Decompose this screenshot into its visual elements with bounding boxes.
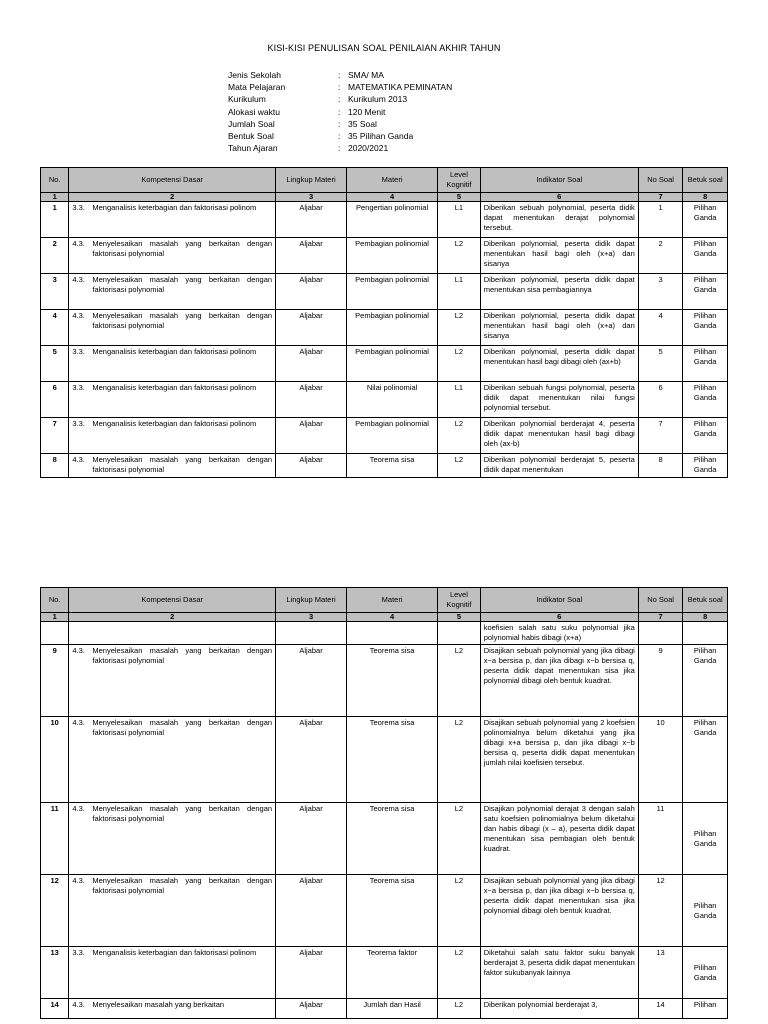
indikator-soal: koefisien salah satu suku polynomial jika polynomial habis dibagi (x+a) xyxy=(480,622,638,645)
indikator-soal: Diberikan polynomial, peserta didik dapat menentukan hasil bagi oleh (x+a) dan sisanya xyxy=(480,238,638,274)
materi: Pembagian polinomial xyxy=(346,238,437,274)
lingkup-materi: Aljabar xyxy=(276,999,347,1019)
bentuk-soal: Pilihan Ganda xyxy=(683,346,728,382)
bentuk-soal: Pilihan Ganda xyxy=(683,875,728,947)
bentuk-soal: Pilihan Ganda xyxy=(683,803,728,875)
column-header: Level Kognitif xyxy=(438,588,481,613)
lingkup-materi: Aljabar xyxy=(276,875,347,947)
column-number: 5 xyxy=(438,613,481,622)
lingkup-materi: Aljabar xyxy=(276,202,347,238)
kompetensi-dasar xyxy=(69,274,276,310)
kompetensi-dasar xyxy=(69,645,276,717)
indikator-soal: Disajikan sebuah polynomial yang jika dibagi x−a bersisa p, dan jika dibagi x−b bersisa q, peserta didik dapat menentukan sisa jika polynomial dibagi oleh bentuk kuadrat. xyxy=(480,645,638,717)
info-key: Mata Pelajaran xyxy=(228,82,286,93)
info-row xyxy=(228,118,452,130)
level-kognitif: L2 xyxy=(438,346,481,382)
info-key: Jumlah Soal xyxy=(228,118,275,129)
nomor-soal: 3 xyxy=(638,274,683,310)
table-row xyxy=(41,875,728,947)
row-number: 10 xyxy=(41,717,69,803)
table-row xyxy=(41,717,728,803)
column-number: 5 xyxy=(438,193,481,202)
kd-text: Menyelesaikan masalah yang berkaitan dengan faktorisasi polynomial xyxy=(92,311,273,330)
row-number: 6 xyxy=(41,382,69,418)
nomor-soal: 9 xyxy=(638,645,683,717)
nomor-soal: 10 xyxy=(638,717,683,803)
kd-text: Menganalisis keterbagian dan faktorisasi polinom xyxy=(92,948,257,957)
bentuk-soal xyxy=(683,622,728,645)
kompetensi-dasar xyxy=(69,875,276,947)
materi: Teorema sisa xyxy=(346,645,437,717)
nomor-soal: 1 xyxy=(638,202,683,238)
column-header: Lingkup Materi xyxy=(276,168,347,193)
level-kognitif: L2 xyxy=(438,645,481,717)
column-header: Kompetensi Dasar xyxy=(69,588,276,613)
indikator-soal: Diberikan polynomial berderajat 3, xyxy=(480,999,638,1019)
bentuk-soal: Pilihan Ganda xyxy=(683,202,728,238)
column-number: 2 xyxy=(69,193,276,202)
bentuk-soal: Pilihan xyxy=(683,999,728,1019)
column-header: No Soal xyxy=(638,588,683,613)
row-number xyxy=(41,622,69,645)
nomor-soal: 13 xyxy=(638,947,683,999)
row-number: 14 xyxy=(41,999,69,1019)
lingkup-materi: Aljabar xyxy=(276,947,347,999)
indikator-soal: Diberikan polynomial, peserta didik dapat menentukan hasil bagi oleh (x+a) dan sisanya xyxy=(480,310,638,346)
column-header: Betuk soal xyxy=(683,588,728,613)
column-number: 1 xyxy=(41,613,69,622)
kd-text: Menganalisis keterbagian dan faktorisasi polinom xyxy=(92,419,257,428)
lingkup-materi: Aljabar xyxy=(276,238,347,274)
kompetensi-dasar xyxy=(69,346,276,382)
indikator-soal: Disajikan sebuah polynomial yang jika dibagi x−a bersisa p, dan jika dibagi x−b bersisa q, peserta didik dapat menentukan sisa jika polynomial dibagi oleh bentuk kuadrat. xyxy=(480,875,638,947)
kd-code: 4.3. xyxy=(72,455,85,464)
bentuk-soal: Pilihan Ganda xyxy=(683,238,728,274)
info-value: 120 Menit xyxy=(348,106,386,117)
info-row xyxy=(228,106,452,118)
lingkup-materi: Aljabar xyxy=(276,382,347,418)
column-number: 7 xyxy=(638,193,683,202)
indikator-soal: Diberikan polynomial berderajat 4, peserta didik dapat menentukan hasil bagi dibagi oleh (ax-b) xyxy=(480,418,638,454)
info-row xyxy=(228,69,452,81)
info-colon: : xyxy=(338,70,341,80)
materi: Teorema sisa xyxy=(346,803,437,875)
kompetensi-dasar xyxy=(69,238,276,274)
info-colon: : xyxy=(338,94,341,105)
indikator-soal: Disajikan sebuah polynomial yang 2 koefsien polinomialnya belum diketahui yang jika dibagi x+a bersisa p, dan jika dibagi x−b bersisa q, peserta didik dapat menentukan jumlah nilai koefisien tersebut. xyxy=(480,717,638,803)
info-row xyxy=(228,130,452,142)
nomor-soal: 7 xyxy=(638,418,683,454)
kd-code: 3.3. xyxy=(72,347,85,356)
level-kognitif: L2 xyxy=(438,310,481,346)
kd-code: 3.3. xyxy=(72,203,85,212)
level-kognitif xyxy=(438,622,481,645)
nomor-soal: 6 xyxy=(638,382,683,418)
table-row xyxy=(41,947,728,999)
column-number: 6 xyxy=(480,613,638,622)
table-row xyxy=(41,202,728,238)
kompetensi-dasar xyxy=(69,310,276,346)
level-kognitif: L2 xyxy=(438,947,481,999)
table-row xyxy=(41,622,728,645)
materi: Teorema sisa xyxy=(346,875,437,947)
column-number: 2 xyxy=(69,613,276,622)
bentuk-soal: Pilihan Ganda xyxy=(683,382,728,418)
row-number: 2 xyxy=(41,238,69,274)
info-key: Alokasi waktu xyxy=(228,106,280,117)
kd-code: 4.3. xyxy=(72,718,85,727)
level-kognitif: L2 xyxy=(438,418,481,454)
nomor-soal: 4 xyxy=(638,310,683,346)
row-number: 11 xyxy=(41,803,69,875)
lingkup-materi: Aljabar xyxy=(276,274,347,310)
table-row xyxy=(41,238,728,274)
kompetensi-dasar xyxy=(69,418,276,454)
info-value: MATEMATIKA PEMINATAN xyxy=(348,82,453,93)
row-number: 7 xyxy=(41,418,69,454)
lingkup-materi: Aljabar xyxy=(276,418,347,454)
indikator-soal: Diberikan polynomial, peserta didik dapat menentukan hasil bagi dibagi oleh (ax+b) xyxy=(480,346,638,382)
lingkup-materi: Aljabar xyxy=(276,717,347,803)
kd-code: 4.3. xyxy=(72,804,85,813)
column-header: No Soal xyxy=(638,168,683,193)
column-header: No. xyxy=(41,168,69,193)
kompetensi-dasar xyxy=(69,947,276,999)
kompetensi-dasar xyxy=(69,999,276,1019)
row-number: 13 xyxy=(41,947,69,999)
info-value: Kurikulum 2013 xyxy=(348,94,408,105)
level-kognitif: L2 xyxy=(438,454,481,478)
kd-text: Menyelesaikan masalah yang berkaitan dengan faktorisasi polynomial xyxy=(92,455,273,474)
level-kognitif: L1 xyxy=(438,382,481,418)
table-row xyxy=(41,382,728,418)
kisi-kisi-table-page-2 xyxy=(40,587,728,1019)
row-number: 5 xyxy=(41,346,69,382)
kd-text: Menganalisis keterbagian dan faktorisasi polinom xyxy=(92,383,257,392)
bentuk-soal: Pilihan Ganda xyxy=(683,645,728,717)
kd-code: 4.3. xyxy=(72,275,85,284)
column-header: Kompetensi Dasar xyxy=(69,168,276,193)
kd-code: 4.3. xyxy=(72,311,85,320)
kompetensi-dasar xyxy=(69,803,276,875)
info-value: SMA/ MA xyxy=(348,70,384,80)
column-header: Betuk soal xyxy=(683,168,728,193)
nomor-soal: 2 xyxy=(638,238,683,274)
nomor-soal: 11 xyxy=(638,803,683,875)
column-number: 3 xyxy=(276,613,347,622)
kompetensi-dasar xyxy=(69,622,276,645)
bentuk-soal: Pilihan Ganda xyxy=(683,310,728,346)
level-kognitif: L1 xyxy=(438,274,481,310)
kd-code: 3.3. xyxy=(72,383,85,392)
info-colon: : xyxy=(338,143,341,154)
table-row xyxy=(41,346,728,382)
column-header: Materi xyxy=(346,168,437,193)
bentuk-soal: Pilihan Ganda xyxy=(683,717,728,803)
level-kognitif: L2 xyxy=(438,238,481,274)
column-number: 8 xyxy=(683,613,728,622)
info-row xyxy=(228,81,452,93)
column-header: Indikator Soal xyxy=(480,588,638,613)
kd-text: Menganalisis keterbagian dan faktorisasi polinom xyxy=(92,203,257,212)
level-kognitif: L2 xyxy=(438,717,481,803)
materi: Teorema sisa xyxy=(346,454,437,478)
bentuk-soal: Pilihan Ganda xyxy=(683,418,728,454)
kompetensi-dasar xyxy=(69,454,276,478)
materi: Pengertian polinomial xyxy=(346,202,437,238)
info-colon: : xyxy=(338,106,341,117)
lingkup-materi xyxy=(276,622,347,645)
materi: Pembagian polinomial xyxy=(346,310,437,346)
indikator-soal: Diketahui salah satu faktor suku banyak berderajat 3, peserta didik dapat menentukan faktor sukubanyak lainnya xyxy=(480,947,638,999)
kd-text: Menganalisis keterbagian dan faktorisasi polinom xyxy=(92,347,257,356)
materi: Nilai polinomial xyxy=(346,382,437,418)
materi: Jumlah dan Hasil xyxy=(346,999,437,1019)
level-kognitif: L1 xyxy=(438,202,481,238)
nomor-soal: 5 xyxy=(638,346,683,382)
bentuk-soal: Pilihan Ganda xyxy=(683,274,728,310)
column-header: Level Kognitif xyxy=(438,168,481,193)
indikator-soal: Diberikan sebuah fungsi polynomial, peserta didik dapat menentukan nilai fungsi polynomial tersebut. xyxy=(480,382,638,418)
nomor-soal: 14 xyxy=(638,999,683,1019)
kd-text: Menyelesaikan masalah yang berkaitan dengan faktorisasi polynomial xyxy=(92,718,273,737)
kompetensi-dasar xyxy=(69,717,276,803)
column-number: 6 xyxy=(480,193,638,202)
kd-text: Menyelesaikan masalah yang berkaitan xyxy=(92,1000,225,1009)
info-colon: : xyxy=(338,118,341,129)
nomor-soal xyxy=(638,622,683,645)
kompetensi-dasar xyxy=(69,202,276,238)
lingkup-materi: Aljabar xyxy=(276,310,347,346)
row-number: 1 xyxy=(41,202,69,238)
column-number: 8 xyxy=(683,193,728,202)
bentuk-soal: Pilihan Ganda xyxy=(683,454,728,478)
column-number: 4 xyxy=(346,613,437,622)
info-key: Bentuk Soal xyxy=(228,131,274,142)
info-value: 35 Pilihan Ganda xyxy=(348,131,414,142)
indikator-soal: Diberikan polynomial, peserta didik dapat menentukan sisa pembagiannya xyxy=(480,274,638,310)
kd-text: Menyelesaikan masalah yang berkaitan dengan faktorisasi polynomial xyxy=(92,876,273,895)
kd-code: 3.3. xyxy=(72,419,85,428)
materi: Pembagian polinomial xyxy=(346,418,437,454)
row-number: 8 xyxy=(41,454,69,478)
column-number: 7 xyxy=(638,613,683,622)
document-title: KISI-KISI PENULISAN SOAL PENILAIAN AKHIR TAHUN xyxy=(267,43,501,53)
bentuk-soal: Pilihan Ganda xyxy=(683,947,728,999)
lingkup-materi: Aljabar xyxy=(276,454,347,478)
column-number: 1 xyxy=(41,193,69,202)
kd-text: Menyelesaikan masalah yang berkaitan dengan faktorisasi polynomial xyxy=(92,646,273,665)
info-key: Tahun Ajaran xyxy=(228,143,278,154)
indikator-soal: Diberikan sebuah polynomial, peserta didik dapat menentukan derajat polynomial tersebut. xyxy=(480,202,638,238)
column-header: Indikator Soal xyxy=(480,168,638,193)
column-number: 3 xyxy=(276,193,347,202)
lingkup-materi: Aljabar xyxy=(276,803,347,875)
row-number: 9 xyxy=(41,645,69,717)
info-colon: : xyxy=(338,131,341,142)
table-row xyxy=(41,999,728,1019)
nomor-soal: 8 xyxy=(638,454,683,478)
row-number: 4 xyxy=(41,310,69,346)
column-number: 4 xyxy=(346,193,437,202)
table-row xyxy=(41,310,728,346)
kd-code: 3.3. xyxy=(72,948,85,957)
lingkup-materi: Aljabar xyxy=(276,346,347,382)
kd-code: 4.3. xyxy=(72,646,85,655)
document-info xyxy=(228,69,452,154)
info-row xyxy=(228,93,452,105)
table-row xyxy=(41,454,728,478)
kompetensi-dasar xyxy=(69,382,276,418)
info-colon: : xyxy=(338,82,341,93)
info-value: 2020/2021 xyxy=(348,143,389,154)
column-header: Materi xyxy=(346,588,437,613)
info-key: Kurikulum xyxy=(228,94,266,105)
lingkup-materi: Aljabar xyxy=(276,645,347,717)
materi: Pembagian polinomial xyxy=(346,346,437,382)
kd-code: 4.3. xyxy=(72,876,85,885)
materi: Pembagian polinomial xyxy=(346,274,437,310)
level-kognitif: L2 xyxy=(438,999,481,1019)
materi xyxy=(346,622,437,645)
info-row xyxy=(228,142,452,154)
kisi-kisi-table-page-1 xyxy=(40,167,728,478)
table-row xyxy=(41,274,728,310)
column-header: No. xyxy=(41,588,69,613)
table-row xyxy=(41,645,728,717)
table-row xyxy=(41,418,728,454)
row-number: 3 xyxy=(41,274,69,310)
materi: Teorema faktor xyxy=(346,947,437,999)
kd-code: 4.3. xyxy=(72,1000,85,1009)
materi: Teorema sisa xyxy=(346,717,437,803)
kd-code: 4.3. xyxy=(72,239,85,248)
info-value: 35 Soal xyxy=(348,118,377,129)
level-kognitif: L2 xyxy=(438,803,481,875)
level-kognitif: L2 xyxy=(438,875,481,947)
kd-text: Menyelesaikan masalah yang berkaitan dengan faktorisasi polynomial xyxy=(92,275,273,294)
row-number: 12 xyxy=(41,875,69,947)
column-header: Lingkup Materi xyxy=(276,588,347,613)
info-key: Jenis Sekolah xyxy=(228,70,281,80)
nomor-soal: 12 xyxy=(638,875,683,947)
kd-text: Menyelesaikan masalah yang berkaitan dengan faktorisasi polynomial xyxy=(92,239,273,258)
indikator-soal: Disajikan polynomial derajat 3 dengan salah satu koefsien polinomialnya belum diketahui dan habis dibagi (x – a), peserta didik dapat menentukan sisa pembagian oleh bentuk kuadrat. xyxy=(480,803,638,875)
table-row xyxy=(41,803,728,875)
indikator-soal: Diberikan polynomial berderajat 5, peserta didik dapat menentukan xyxy=(480,454,638,478)
kd-text: Menyelesaikan masalah yang berkaitan dengan faktorisasi polynomial xyxy=(92,804,273,823)
